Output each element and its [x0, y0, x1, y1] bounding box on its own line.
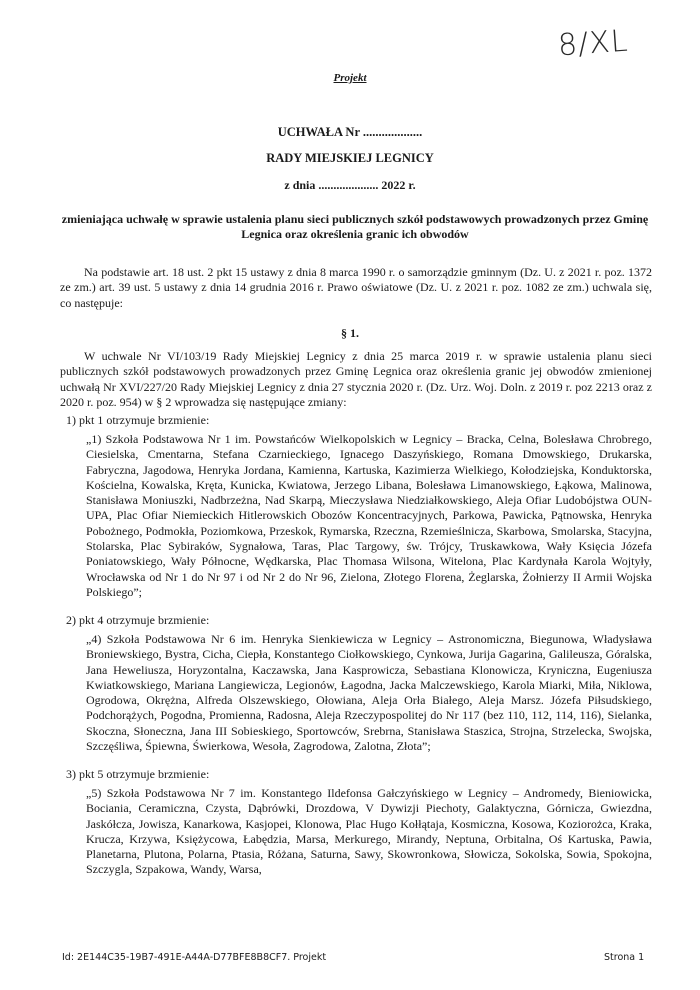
resolution-date: z dnia .................... 2022 r. — [284, 178, 416, 192]
legal-basis-paragraph: Na podstawie art. 18 ust. 2 pkt 15 ustawy z dnia 8 marca 1990 r. o samorządzie gminnym (Dz. U. z 2021 r. poz. 1372 ze zm.) art. 39 ust. 5 ustawy z dnia 14 grudnia 2016 r. Prawo oświatowe (Dz. U. z 2021 r. poz. 1082 ze zm.) uchwala się, co następuje: — [60, 265, 652, 310]
amendment-item-label: 3) pkt 5 otrzymuje brzmienie: — [66, 767, 210, 781]
amendment-item-label: 2) pkt 4 otrzymuje brzmienie: — [66, 613, 210, 627]
document-id-footer: Id: 2E144C35-19B7-491E-A44A-D77BFE8B8CF7. Projekt — [62, 952, 327, 963]
amendment-item-text: „4) Szkoła Podstawowa Nr 6 im. Henryka Sienkiewicza w Legnicy – Astronomiczna, Biegunowa, Władysława Broniewskiego, Bystra, Cicha, Ciepła, Konstantego Ciołkowskiego, Cynkowa, Jurija Gagarina, Galileusza, Góralska, Jana Heweliusza, Horyzontalna, Kaczawska, Jana Kasprowicza, Sebastiana Klonowicza, Kryniczna, Eugeniusza Kwiatkowskiego, Mariana Langiewicza, Legionów, Łagodna, Jacka Malczewskiego, Karola Miarki, Miła, Niklowa, Ogrodowa, Okrężna, Alfreda Olszewskiego, Ołowiana, Aleja Orła Białego, Aleja Marsz. Józefa Piłsudskiego, Podchorążych, Pogodna, Promienna, Radosna, Aleja Rzeczypospolitej do Nr 117 (bez 110, 112, 114, 116), Sielanka, Skoczna, Słoneczna, Jana III Sobieskiego, Sportowców, Srebrna, Stanisława Staszica, Strojna, Strzelecka, Swojska, Szczęśliwa, Śpiewna, Świerkowa, Wesoła, Zagrodowa, Zalotna, Złota”; — [86, 632, 652, 754]
resolution-number: UCHWAŁA Nr ................... — [277, 125, 423, 139]
resolution-subject: zmieniająca uchwałę w sprawie ustalenia planu sieci publicznych szkół podstawowych prowadzonych przez Gminę Legnica oraz określenia granic ich obwodów — [61, 212, 649, 241]
projekt-label: Projekt — [333, 72, 367, 84]
amendment-item-text: „5) Szkoła Podstawowa Nr 7 im. Konstantego Ildefonsa Gałczyńskiego w Legnicy – Andromedy, Bieniowicka, Bociania, Ceramiczna, Czysta, Dąbrówki, Drozdowa, V Dywizji Piechoty, Galaktyczna, Górnicza, Gwiezdna, Jaskółcza, Jowisza, Kanarkowa, Kasjopei, Klonowa, Plac Hugo Kołłątaja, Kosmiczna, Kosowa, Koziorożca, Kraka, Krucza, Krzywa, Księżycowa, Łabędzia, Marsa, Merkurego, Mirandy, Neptuna, Orbitalna, Oś Kartuska, Pawia, Planetarna, Plutona, Polarna, Ptasia, Różana, Saturna, Sawy, Skowronkowa, Słowicza, Sokolska, Sowia, Spokojna, Szczygla, Szpakowa, Wandy, Warsa, — [86, 786, 652, 877]
amendment-item-label: 1) pkt 1 otrzymuje brzmienie: — [66, 413, 210, 427]
amendment-item-text: „1) Szkoła Podstawowa Nr 1 im. Powstańców Wielkopolskich w Legnicy – Bracka, Celna, Bolesława Chrobrego, Ciesielska, Cmentarna, Stefana Czarnieckiego, Ignacego Daszyńskiego, Romana Dmowskiego, Drukarska, Fabryczna, Jagodowa, Henryka Jordana, Kamienna, Kartuska, Kazimierza Wielkiego, Kołodziejska, Konduktorska, Kościelna, Kowalska, Kręta, Kunicka, Kwiatowa, Jerzego Libana, Bolesława Limanowskiego, Łąkowa, Malinowa, Stanisława Moniuszki, Nadbrzeżna, Nad Skarpą, Mieczysława Niedziałkowskiego, Aleja Ofiar Ludobójstwa OUN-UPA, Plac Ofiar Niemieckich Hitlerowskich Obozów Koncentracyjnych, Parkowa, Pawicka, Pątnowska, Henryka Pobożnego, Podmokła, Poziomkowa, Przeskok, Rymarska, Rzeczna, Rzemieślnicza, Skarbowa, Smolarska, Stacyjna, Stolarska, Plac Sybiraków, Sygnałowa, Taras, Plac Targowy, św. Trójcy, Truskawkowa, Wały Księcia Józefa Poniatowskiego, Wały Północne, Wędkarska, Plac Thomasa Wilsona, Witelona, Plac Kardynała Karola Wojtyły, Wrocławska od Nr 1 do Nr 97 i od Nr 2 do Nr 96, Zielona, Złotego Florena, Żeglarska, Żołnierzy II Armii Wojska Polskiego”; — [86, 432, 652, 599]
council-name: RADY MIEJSKIEJ LEGNICY — [266, 151, 434, 165]
section-heading: § 1. — [341, 326, 359, 340]
page-number: Strona 1 — [604, 952, 645, 963]
handwritten-page-mark: 8/XL — [556, 23, 630, 64]
amendment-intro-paragraph: W uchwale Nr VI/103/19 Rady Miejskiej Legnicy z dnia 25 marca 2019 r. w sprawie ustalenia planu sieci publicznych szkół podstawowych prowadzonych przez Gminę Legnica oraz określenia granic jej obwodów zmienionej uchwałą Nr XVI/227/20 Rady Miejskiej Legnicy z dnia 27 stycznia 2020 r. (Dz. Urz. Woj. Doln. z 2019 r. poz 2213 oraz z 2020 r. poz. 954) w § 2 wprowadza się następujące zmiany: — [60, 349, 652, 409]
